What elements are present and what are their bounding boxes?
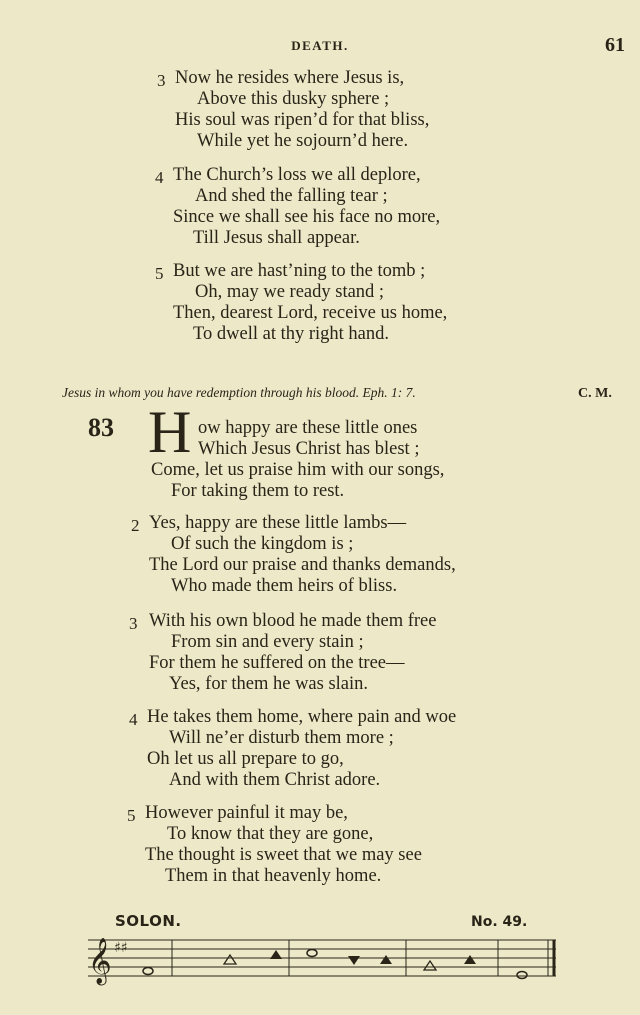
verse-line: To know that they are gone,: [167, 824, 374, 844]
svg-text:♯♯: ♯♯: [114, 940, 128, 956]
verse-line: Which Jesus Christ has blest ;: [198, 439, 420, 459]
verse-line: He takes them home, where pain and woe: [147, 707, 457, 727]
verse-line: Oh, may we ready stand ;: [195, 282, 385, 302]
drop-cap: H: [148, 399, 192, 465]
page-number: 61: [605, 34, 625, 56]
stanza-number: 3: [129, 614, 138, 633]
hymn-number: 83: [88, 413, 114, 442]
stanza-number: 5: [155, 264, 164, 283]
verse-line: Then, dearest Lord, receive us home,: [173, 303, 448, 323]
page-header: DEATH.: [291, 38, 349, 53]
stanza-number: 4: [155, 168, 164, 187]
verse-line: Who made them heirs of bliss.: [171, 576, 398, 596]
stanza-number: 5: [127, 806, 136, 825]
verse-line: The Church’s loss we all deplore,: [173, 165, 421, 185]
verse-line: Will ne’er disturb them more ;: [169, 728, 394, 748]
verse-line: Yes, for them he was slain.: [169, 674, 369, 694]
svg-text:𝄞: 𝄞: [88, 938, 112, 984]
stanza-number: 3: [157, 71, 166, 90]
verse-line: And shed the falling tear ;: [195, 186, 388, 206]
verse-line: Them in that heavenly home.: [165, 866, 382, 886]
verse-line: ow happy are these little ones: [198, 418, 418, 438]
verse-line: Now he resides where Jesus is,: [175, 68, 405, 88]
tune-name: SOLON.: [115, 912, 182, 930]
verse-line: However painful it may be,: [145, 803, 348, 823]
tune-number: No. 49.: [471, 914, 528, 930]
scripture-caption: Jesus in whom you have redemption through his blood. Eph. 1: 7.: [62, 385, 416, 400]
verse-line: Since we shall see his face no more,: [173, 207, 441, 227]
stanza-number: 2: [131, 516, 140, 535]
verse-line: Of such the kingdom is ;: [171, 534, 354, 554]
verse-line: And with them Christ adore.: [169, 770, 381, 790]
verse-line: Come, let us praise him with our songs,: [151, 460, 445, 480]
stanza-number: 4: [129, 710, 138, 729]
meter-label: C. M.: [578, 386, 612, 401]
verse-line: Yes, happy are these little lambs—: [149, 513, 407, 533]
verse-line: But we are hast’ning to the tomb ;: [173, 261, 426, 281]
verse-line: For taking them to rest.: [171, 481, 345, 501]
verse-line: While yet he sojourn’d here.: [197, 131, 409, 151]
verse-line: The Lord our praise and thanks demands,: [149, 555, 456, 575]
verse-line: The thought is sweet that we may see: [145, 845, 422, 865]
verse-line: With his own blood he made them free: [149, 611, 437, 631]
verse-line: From sin and every stain ;: [171, 632, 364, 652]
verse-line: Till Jesus shall appear.: [193, 228, 360, 248]
verse-line: To dwell at thy right hand.: [193, 324, 390, 344]
verse-line: Oh let us all prepare to go,: [147, 749, 344, 769]
verse-line: Above this dusky sphere ;: [197, 89, 390, 109]
verse-line: His soul was ripen’d for that bliss,: [175, 110, 430, 130]
music-staff-excerpt: [84, 928, 560, 986]
verse-line: For them he suffered on the tree—: [149, 653, 405, 673]
